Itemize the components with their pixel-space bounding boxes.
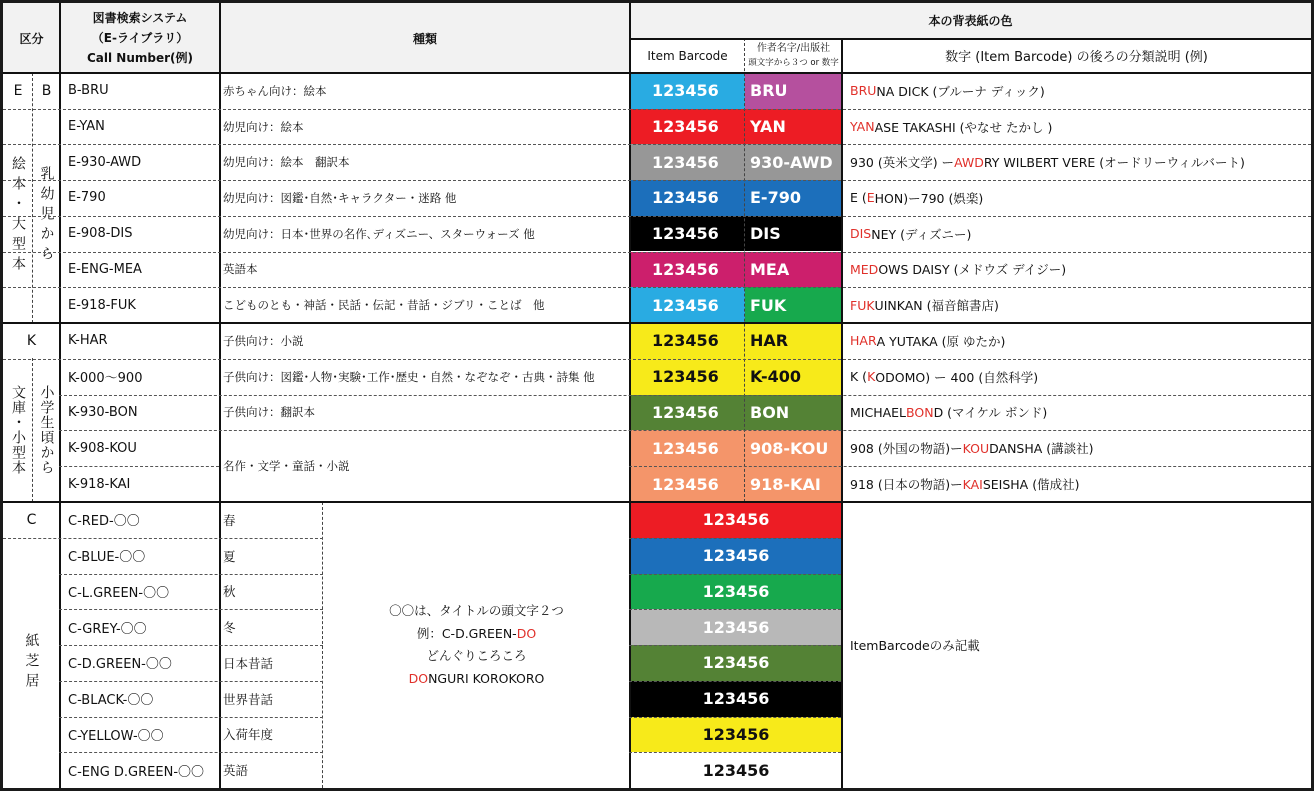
type-cell xyxy=(220,109,630,145)
type-cell-text: 子供向け：図鑑･人物･実験･工作･歴史・自然・なぞなぞ・古典・詩集 他 xyxy=(223,369,595,384)
explanation-cell xyxy=(842,252,1311,288)
type-cell-text: 幼児向け：図鑑･自然･キャラクター・迷路 他 xyxy=(223,190,457,205)
call-number-cell-text: E-YAN xyxy=(68,119,105,135)
explanation-cell xyxy=(842,323,1311,359)
explanation-text: RY WILBERT VERE (オードリーウィルバート) xyxy=(983,155,1245,171)
grid-line xyxy=(629,717,841,718)
grid-line xyxy=(744,38,745,502)
c-title-rule-note xyxy=(323,502,630,788)
call-number-cell xyxy=(60,717,220,753)
call-number-cell xyxy=(60,144,220,180)
highlight-text: BRU xyxy=(850,83,877,99)
call-number-cell xyxy=(60,216,220,252)
type-cell-text: 子供向け：小説 xyxy=(223,333,304,348)
type-cell xyxy=(220,395,630,431)
header-spine-color-label: 本の背表紙の色 xyxy=(928,14,1013,28)
call-number-cell-text: B-BRU xyxy=(68,83,109,99)
author-code-swatch-text: BRU xyxy=(750,81,788,101)
item-barcode-swatch-text: 123456 xyxy=(702,724,770,744)
type-cell-text: 子供向け：翻訳本 xyxy=(223,405,315,420)
type-cell xyxy=(220,287,630,323)
section-elementary-age xyxy=(33,358,60,502)
author-code-swatch-text: FUK xyxy=(750,295,787,315)
item-barcode-swatch-text: 123456 xyxy=(652,188,719,208)
type-cell-text: 赤ちゃん向け：絵本 xyxy=(223,83,327,98)
call-number-cell xyxy=(60,502,220,538)
call-number-cell xyxy=(60,645,220,681)
highlight-text: DIS xyxy=(850,226,872,242)
explanation-text: ODOMO) ー 400 (自然科学) xyxy=(875,369,1039,385)
explanation-text: MICHAEL xyxy=(850,404,907,420)
item-barcode-swatch-text: 123456 xyxy=(652,331,719,351)
author-code-swatch-text: E-790 xyxy=(750,188,801,208)
item-barcode-swatch xyxy=(630,609,842,645)
item-barcode-swatch-text: 123456 xyxy=(652,367,719,387)
type-cell-text: 夏 xyxy=(223,548,236,564)
grid-line xyxy=(3,180,1311,181)
grid-line xyxy=(32,358,33,502)
call-number-cell xyxy=(60,681,220,717)
highlight-text: K xyxy=(867,369,876,385)
c-explanation-text: ItemBarcodeのみ記載 xyxy=(850,638,980,653)
c-note-line3: どんぐりころころ xyxy=(426,648,527,663)
type-cell xyxy=(220,502,323,538)
grid-line xyxy=(59,395,1311,396)
item-barcode-swatch xyxy=(630,287,745,323)
item-barcode-swatch-text: 123456 xyxy=(652,259,719,279)
type-cell xyxy=(220,574,323,610)
header-type-label: 種類 xyxy=(412,31,437,46)
call-number-cell xyxy=(60,252,220,288)
highlight-text: KOU xyxy=(962,440,990,456)
type-cell-text: 秋 xyxy=(223,584,236,600)
author-code-swatch-text: YAN xyxy=(750,117,786,137)
explanation-cell xyxy=(842,430,1311,466)
c-note-line4-highlight: DO xyxy=(408,670,429,686)
grid-line xyxy=(3,287,1311,288)
item-barcode-swatch xyxy=(630,645,842,681)
type-cell-text: 入荷年度 xyxy=(223,727,274,743)
call-number-cell-text: C-BLUE-〇〇 xyxy=(68,550,146,566)
author-code-swatch xyxy=(745,252,842,288)
author-code-swatch-text: 918-KAI xyxy=(750,474,821,494)
type-cell xyxy=(220,538,323,574)
grid-line xyxy=(59,574,323,575)
item-barcode-swatch xyxy=(630,538,842,574)
call-number-cell-text: E-918-FUK xyxy=(68,297,136,313)
header-callnumber-line1: 図書検索システム xyxy=(92,11,188,25)
author-code-swatch xyxy=(745,144,842,180)
call-number-cell-text: E-930-AWD xyxy=(68,154,142,170)
call-number-cell-text: E-ENG-MEA xyxy=(68,261,142,277)
section-bunko xyxy=(3,358,33,502)
item-barcode-swatch xyxy=(630,717,842,753)
c-note-line2-pre: 例：C-D.GREEN- xyxy=(416,625,517,641)
section-infant-age-label: 乳幼児から xyxy=(38,166,55,266)
explanation-cell xyxy=(842,73,1311,109)
grid-line xyxy=(59,681,323,682)
type-cell-text: 日本昔話 xyxy=(223,655,274,671)
section-elementary-age-label: 小学生頃から xyxy=(38,385,55,475)
type-cell xyxy=(220,73,630,109)
section-bunko-label: 文庫・小型本 xyxy=(10,385,26,475)
call-number-cell xyxy=(60,73,220,109)
section-c-text: C xyxy=(26,511,37,528)
explanation-text: OWS DAISY (メドウズ デイジー) xyxy=(878,262,1067,278)
explanation-text: K ( xyxy=(850,369,868,385)
type-cell xyxy=(220,752,323,788)
explanation-text: E ( xyxy=(850,190,867,206)
type-cell-text: 世界昔話 xyxy=(223,691,274,707)
section-k-text: K xyxy=(26,332,37,349)
section-b-text: B xyxy=(41,83,52,99)
type-cell xyxy=(220,323,630,359)
explanation-text: HON)ー790 (娯楽) xyxy=(874,190,984,206)
explanation-cell xyxy=(842,180,1311,216)
section-picture-books-label: 絵本・大型本 xyxy=(10,156,26,276)
call-number-cell-text: C-ENG D.GREEN-〇〇 xyxy=(68,764,205,780)
item-barcode-swatch xyxy=(630,395,745,431)
author-code-swatch xyxy=(745,466,842,502)
grid-line xyxy=(3,501,1311,503)
item-barcode-swatch-text: 123456 xyxy=(652,402,719,422)
explanation-text: 918 (日本の物語)ー xyxy=(850,477,963,493)
author-code-swatch xyxy=(745,287,842,323)
call-number-cell-text: C-YELLOW-〇〇 xyxy=(68,728,164,744)
grid-line xyxy=(3,109,1311,110)
type-cell xyxy=(220,359,630,395)
call-number-cell xyxy=(60,180,220,216)
item-barcode-swatch-text: 123456 xyxy=(652,152,719,172)
item-barcode-swatch xyxy=(630,216,745,252)
item-barcode-swatch xyxy=(630,502,842,538)
highlight-text: MED xyxy=(850,261,879,277)
author-code-swatch-text: MEA xyxy=(750,259,790,279)
k-merged-kind-text: 名作・文学・童話・小説 xyxy=(223,459,350,473)
highlight-text: E xyxy=(866,190,875,206)
explanation-text: SEISHA (偕成社) xyxy=(982,477,1080,493)
explanation-text: 908 (外国の物語)ー xyxy=(850,441,963,457)
c-note-line4-rest: NGURI KOROKORO xyxy=(428,670,545,686)
section-e-label xyxy=(3,73,33,109)
explanation-text: NA DICK (ブルーナ ディック) xyxy=(876,83,1045,99)
item-barcode-swatch-text: 123456 xyxy=(702,581,770,601)
type-cell xyxy=(220,717,323,753)
item-barcode-swatch-text: 123456 xyxy=(702,617,770,637)
type-cell-text: 英語 xyxy=(223,763,249,779)
author-code-swatch-text: DIS xyxy=(750,224,781,244)
grid-line xyxy=(629,574,841,575)
highlight-text: BON xyxy=(906,404,934,420)
call-number-cell xyxy=(60,752,220,788)
grid-line xyxy=(3,538,323,539)
type-cell xyxy=(220,216,630,252)
call-number-cell xyxy=(60,574,220,610)
call-number-cell-text: K-918-KAI xyxy=(68,476,131,492)
item-barcode-swatch-text: 123456 xyxy=(702,546,770,566)
item-barcode-swatch xyxy=(630,466,745,502)
item-barcode-swatch xyxy=(630,752,842,788)
grid-line xyxy=(629,466,1311,467)
call-number-cell xyxy=(60,609,220,645)
call-number-cell-text: E-908-DIS xyxy=(68,226,133,242)
call-number-cell-text: C-GREY-〇〇 xyxy=(68,621,147,637)
header-type xyxy=(220,3,630,73)
call-number-cell xyxy=(60,323,220,359)
explanation-text: A YUTAKA (原 ゆたか) xyxy=(876,333,1006,349)
type-cell xyxy=(220,645,323,681)
explanation-cell xyxy=(842,395,1311,431)
item-barcode-swatch-text: 123456 xyxy=(702,760,770,780)
item-barcode-swatch-text: 123456 xyxy=(652,117,719,137)
type-cell xyxy=(220,180,630,216)
grid-line xyxy=(3,144,1311,145)
item-barcode-swatch xyxy=(630,323,745,359)
spine-color-classification-table xyxy=(3,3,1311,788)
item-barcode-swatch-text: 123456 xyxy=(702,689,770,709)
explanation-text: DANSHA (講談社) xyxy=(989,441,1094,457)
type-cell-text: 幼児向け：絵本 翻訳本 xyxy=(223,155,350,170)
item-barcode-swatch xyxy=(630,73,745,109)
item-barcode-swatch xyxy=(630,252,745,288)
explanation-cell xyxy=(842,466,1311,502)
section-k-label xyxy=(3,323,60,358)
call-number-cell-text: C-BLACK-〇〇 xyxy=(68,693,154,709)
highlight-text: KAI xyxy=(962,476,983,492)
author-code-swatch xyxy=(745,359,842,395)
explanation-cell xyxy=(842,216,1311,252)
call-number-cell-text: K-930-BON xyxy=(68,404,138,420)
type-cell xyxy=(220,609,323,645)
header-author-line1: 作者名字/出版社 xyxy=(756,42,831,54)
item-barcode-swatch xyxy=(630,109,745,145)
author-code-swatch-text: 930-AWD xyxy=(750,152,833,172)
author-code-swatch-text: BON xyxy=(750,402,790,422)
header-spine-color xyxy=(630,3,1311,38)
header-explanation xyxy=(842,38,1311,73)
item-barcode-swatch-text: 123456 xyxy=(652,438,719,458)
section-c-label xyxy=(3,502,60,537)
header-author-line2: 頭文字から３つ or 数字 xyxy=(748,57,839,68)
section-e-text: E xyxy=(13,83,23,99)
header-call-number xyxy=(60,3,220,73)
author-code-swatch xyxy=(745,430,842,466)
type-cell-text: 幼児向け：日本･世界の名作､ディズニー、スターウォーズ 他 xyxy=(223,226,535,241)
header-division-label: 区分 xyxy=(19,31,44,46)
explanation-text: ASE TAKASHI (やなせ たかし ) xyxy=(874,119,1053,135)
header-callnumber-line2: （E-ライブラリ） xyxy=(91,31,189,45)
grid-line xyxy=(629,538,841,539)
section-b-label xyxy=(33,73,60,109)
section-kamishibai xyxy=(3,537,60,788)
call-number-cell-text: C-D.GREEN-〇〇 xyxy=(68,657,172,673)
call-number-cell-text: E-790 xyxy=(68,190,106,206)
k-merged-kind xyxy=(220,430,630,502)
type-cell-text: 幼児向け：絵本 xyxy=(223,119,304,134)
header-explanation-label: 数字 (Item Barcode) の後ろの分類説明 (例) xyxy=(945,50,1208,65)
c-explanation xyxy=(842,502,1311,788)
call-number-cell xyxy=(60,109,220,145)
header-item-barcode xyxy=(630,38,745,73)
call-number-cell xyxy=(60,538,220,574)
explanation-text: NEY (ディズニー) xyxy=(871,226,972,242)
grid-line xyxy=(629,645,841,646)
highlight-text: FUK xyxy=(850,297,875,313)
type-cell-text: 冬 xyxy=(223,620,236,636)
call-number-cell xyxy=(60,430,220,466)
grid-line xyxy=(59,752,323,753)
header-callnumber-line3: Call Number(例) xyxy=(86,51,193,65)
call-number-cell xyxy=(60,287,220,323)
c-note-line2-highlight: DO xyxy=(516,625,537,641)
item-barcode-swatch-text: 123456 xyxy=(652,474,719,494)
author-code-swatch xyxy=(745,109,842,145)
grid-line xyxy=(629,38,1311,40)
type-cell xyxy=(220,252,630,288)
grid-line xyxy=(32,73,33,323)
item-barcode-swatch-text: 123456 xyxy=(652,81,719,101)
item-barcode-swatch-text: 123456 xyxy=(652,224,719,244)
author-code-swatch-text: K-400 xyxy=(750,367,802,387)
call-number-cell-text: K-000～900 xyxy=(68,371,143,387)
item-barcode-swatch xyxy=(630,574,842,610)
type-cell-text: 英語本 xyxy=(223,262,258,277)
grid-line xyxy=(629,681,841,682)
call-number-cell-text: K-HAR xyxy=(68,333,108,349)
call-number-cell xyxy=(60,466,220,502)
explanation-cell xyxy=(842,287,1311,323)
grid-line xyxy=(59,717,323,718)
grid-line xyxy=(3,72,1311,74)
call-number-cell-text: K-908-KOU xyxy=(68,440,137,456)
c-note-line4 xyxy=(409,668,545,691)
call-number-cell xyxy=(60,359,220,395)
header-author-code xyxy=(745,38,842,73)
grid-line xyxy=(3,322,1311,324)
explanation-cell xyxy=(842,359,1311,395)
author-code-swatch xyxy=(745,73,842,109)
item-barcode-swatch xyxy=(630,681,842,717)
author-code-swatch xyxy=(745,180,842,216)
grid-line xyxy=(629,609,841,610)
grid-line xyxy=(841,38,843,788)
explanation-cell xyxy=(842,144,1311,180)
item-barcode-swatch-text: 123456 xyxy=(702,510,770,530)
call-number-cell-text: C-L.GREEN-〇〇 xyxy=(68,585,170,601)
highlight-text: YAN xyxy=(850,119,875,135)
section-kamishibai-label: 紙芝居 xyxy=(23,632,40,693)
grid-line xyxy=(3,252,1311,253)
c-note-line1: 〇〇は、タイトルの頭文字２つ xyxy=(389,603,564,618)
author-code-swatch-text: 908-KOU xyxy=(750,438,829,458)
item-barcode-swatch xyxy=(630,359,745,395)
type-cell-text: 春 xyxy=(223,512,236,528)
explanation-text: 930 (英米文学) ー xyxy=(850,155,955,171)
grid-line xyxy=(59,466,219,467)
type-cell xyxy=(220,681,323,717)
call-number-cell xyxy=(60,395,220,431)
author-code-swatch-text: HAR xyxy=(750,331,789,351)
grid-line xyxy=(59,609,323,610)
type-cell xyxy=(220,144,630,180)
author-code-swatch xyxy=(745,323,842,359)
type-cell-text: こどものとも・神話・民話・伝記・昔話・ジブリ・ことば 他 xyxy=(223,298,545,313)
item-barcode-swatch-text: 123456 xyxy=(702,653,770,673)
item-barcode-swatch-text: 123456 xyxy=(652,295,719,315)
explanation-cell xyxy=(842,109,1311,145)
item-barcode-swatch xyxy=(630,144,745,180)
item-barcode-swatch xyxy=(630,430,745,466)
grid-line xyxy=(59,645,323,646)
grid-line xyxy=(3,216,1311,217)
author-code-swatch xyxy=(745,395,842,431)
highlight-text: AWD xyxy=(954,154,984,170)
grid-line xyxy=(59,430,1311,431)
grid-line xyxy=(3,359,1311,360)
c-note-line2 xyxy=(417,623,536,646)
item-barcode-swatch xyxy=(630,180,745,216)
call-number-cell-text: C-RED-〇〇 xyxy=(68,514,140,530)
header-division xyxy=(3,3,60,73)
explanation-text: D (マイケル ボンド) xyxy=(933,405,1048,421)
explanation-text: UINKAN (福音館書店) xyxy=(874,298,999,314)
author-code-swatch xyxy=(745,216,842,252)
grid-line xyxy=(629,752,841,753)
header-item-barcode-label: Item Barcode xyxy=(647,48,728,63)
highlight-text: HAR xyxy=(850,333,877,349)
